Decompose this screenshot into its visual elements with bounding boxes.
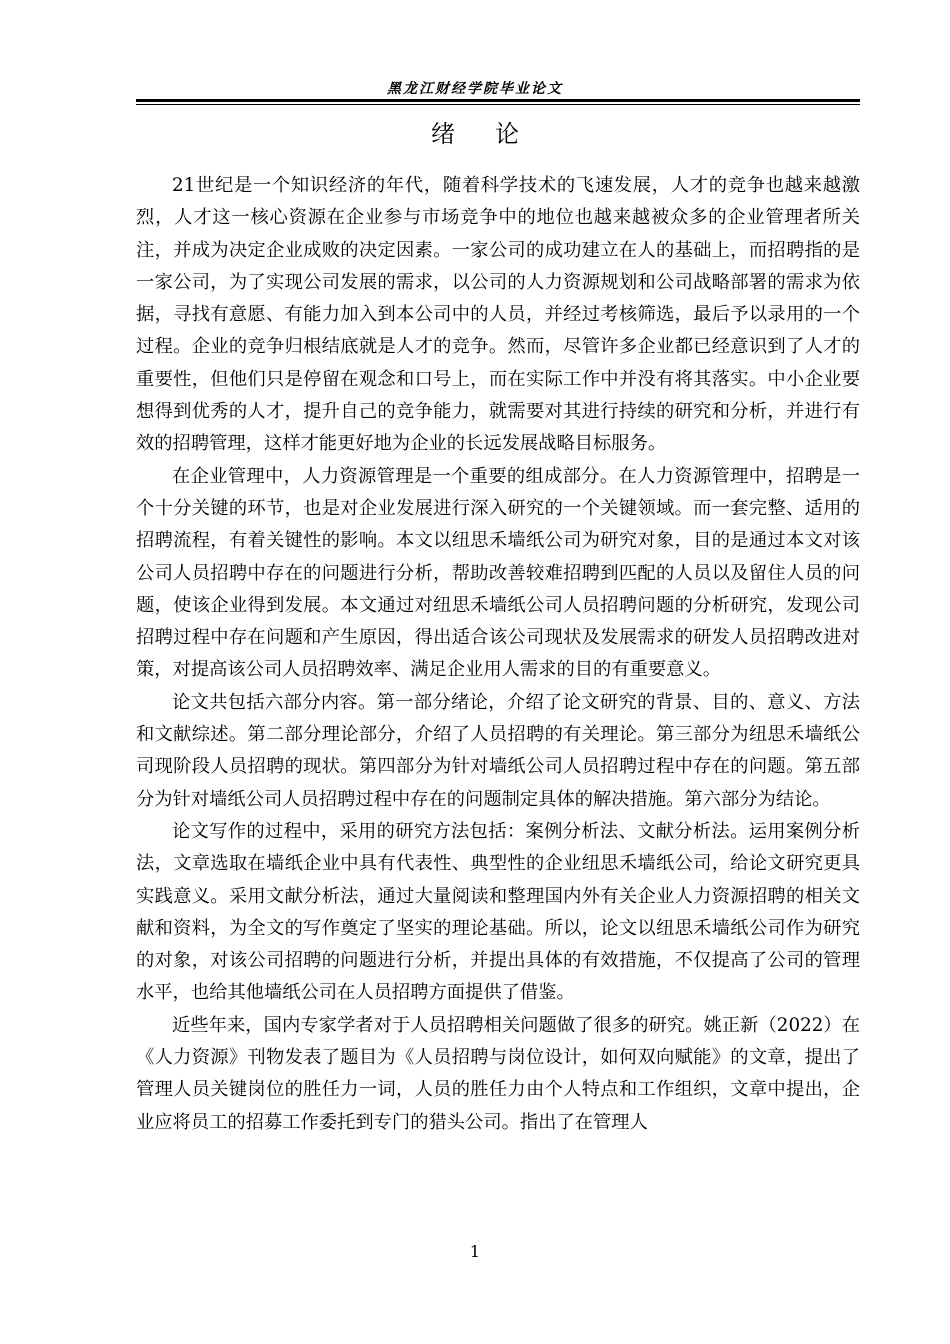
header-rule-thin	[136, 104, 860, 105]
paragraph-1: 21世纪是一个知识经济的年代，随着科学技术的飞速发展，人才的竞争也越来越激烈，人才这一核心资源在企业参与市场竞争中的地位也越来越被众多的企业管理者所关注，并成为决定企业成败的决定因素。一家公司的成功建立在人的基础上，而招聘指的是一家公司，为了实现公司发展的需求，以公司的人力资源规划和公司战略部署的需求为依据，寻找有意愿、有能力加入到本公司中的人员，并经过考核筛选，最后予以录用的一个过程。企业的竞争归根结底就是人才的竞争。然而，尽管许多企业都已经意识到了人才的重要性，但他们只是停留在观念和口号上，而在实际工作中并没有将其落实。中小企业要想得到优秀的人才，提升自己的竞争能力，就需要对其进行持续的研究和分析，并进行有效的招聘管理，这样才能更好地为企业的长远发展战略目标服务。	[136, 175, 860, 455]
paragraph-3: 论文共包括六部分内容。第一部分绪论，介绍了论文研究的背景、目的、意义、方法和文献综述。第二部分理论部分，介绍了人员招聘的有关理论。第三部分为纽思禾墙纸公司现阶段人员招聘的现状。第四部分为针对墙纸公司人员招聘过程中存在的问题。第五部分为针对墙纸公司人员招聘过程中存在的问题制定具体的解决措施。第六部分为结论。	[136, 691, 860, 810]
header-rule-thick	[136, 99, 860, 102]
paragraph-2: 在企业管理中，人力资源管理是一个重要的组成部分。在人力资源管理中，招聘是一个十分关键的环节，也是对企业发展进行深入研究的一个关键领域。而一套完整、适用的招聘流程，有着关键性的影响。本文以纽思禾墙纸公司为研究对象，目的是通过本文对该公司人员招聘中存在的问题进行分析，帮助改善较难招聘到匹配的人员以及留住人员的问题，使该企业得到发展。本文通过对纽思禾墙纸公司人员招聘问题的分析研究，发现公司招聘过程中存在问题和产生原因，得出适合该公司现状及发展需求的研发人员招聘改进对策，对提高该公司人员招聘效率、满足企业用人需求的目的有重要意义。	[136, 465, 860, 681]
chapter-title: 绪论	[431, 120, 559, 148]
page-number: 1	[469, 1242, 481, 1261]
body-text	[136, 170, 860, 1139]
paragraph-5: 近些年来，国内专家学者对于人员招聘相关问题做了很多的研究。姚正新（2022）在《人力资源》刊物发表了题目为《人员招聘与岗位设计，如何双向赋能》的文章，提出了管理人员关键岗位的胜任力一词，人员的胜任力由个人特点和工作组织，文章中提出，企业应将员工的招募工作委托到专门的猎头公司。指出了在管理人	[136, 1014, 860, 1133]
paragraph-4: 论文写作的过程中，采用的研究方法包括：案例分析法、文献分析法。运用案例分析法，文章选取在墙纸企业中具有代表性、典型性的企业纽思禾墙纸公司，给论文研究更具实践意义。采用文献分析法，通过大量阅读和整理国内外有关企业人力资源招聘的相关文献和资料，为全文的写作奠定了坚实的理论基础。所以，论文以纽思禾墙纸公司作为研究的对象，对该公司招聘的问题进行分析，并提出具体的有效措施，不仅提高了公司的管理水平，也给其他墙纸公司在人员招聘方面提供了借鉴。	[136, 820, 860, 1004]
running-header: 黑龙江财经学院毕业论文	[387, 81, 563, 97]
